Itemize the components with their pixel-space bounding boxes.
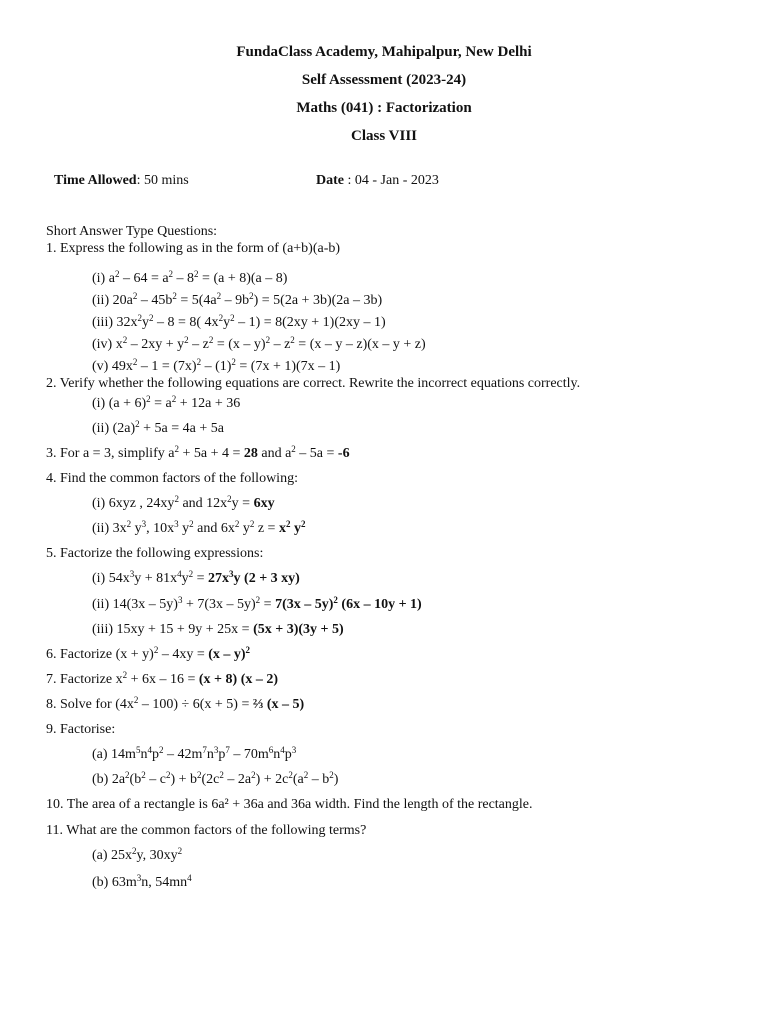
q5-answer: (5x + 3)(3y + 5) <box>253 622 344 637</box>
question-10: 10. The area of a rectangle is 6a² + 36a and 36a width. Find the length of the rectangle. <box>46 797 533 812</box>
q8-answer: ⅔ (x – 5) <box>252 697 305 712</box>
time-label: Time Allowed <box>54 173 137 188</box>
q6-answer: (x – y)$^2$ <box>208 645 251 662</box>
question-2: 2. Verify whether the following equations are correct. Rewrite the incorrect equations correctly. <box>46 376 581 391</box>
q1-item: (iv) $x^2 - 2xy + y^2 - z^2 = (x - y)^2 - z^2 = (x - y - z)(x - y + z)$ <box>92 335 426 352</box>
section-title: Short Answer Type Questions: <box>46 224 218 239</box>
q4-item: (i) 6xyz , $24xy^2$ and $12x^2y = 6xy$ <box>92 494 275 511</box>
q11-item: (a) $25x^2y$, $30xy^2$ <box>92 846 183 863</box>
date <box>316 173 439 189</box>
question-7: 7. Factorize $x^2 + 6x - 16 = (x + 8)$ (x – 2) <box>46 670 279 687</box>
question-6: 6. Factorize $(x + y)^2 - 4xy = (x - y)^2$ <box>46 645 251 662</box>
question-9: 9. Factorise: <box>46 722 116 737</box>
class-title: Class VIII <box>351 128 417 144</box>
q5-answer: 7(3x – 5y)$^2$ (6x – 10y + 1) <box>275 595 422 612</box>
question-3: 3. For a = 3, simplify $a^2 + 5a + 4 = 28$ and $a^2 - 5a = -6$ <box>46 444 350 461</box>
institute-title: FundaClass Academy, Mahipalpur, New Delhi <box>236 44 532 60</box>
question-1: 1. Express the following as in the form of (a+b)(a-b) <box>46 241 341 256</box>
time-allowed <box>54 173 189 189</box>
q5-answer: $27x^3y$ (2 + 3 xy) <box>208 569 300 586</box>
q2-item: (i) $(a + 6)^2 = a^2 + 12a + 36$ <box>92 394 241 411</box>
q3-answer-1: 28 <box>243 446 258 461</box>
q2-item: (ii) $(2a)^2 + 5a = 4a + 5a$ <box>92 419 224 436</box>
date-label: Date <box>316 173 344 188</box>
q4-item: (ii) $3x^2$ $y^3$, $10x^3$ $y^2$ and $6x^2$ $y^2$ $z = x^2$ $y^2$ <box>92 519 306 536</box>
q11-item: (b) $63m^3n$, $54mn^4$ <box>92 873 192 890</box>
question-11: 11. What are the common factors of the following terms? <box>46 823 367 838</box>
time-value: : 50 mins <box>136 173 189 188</box>
q7-answer: (x + 8) (x – 2) <box>198 672 279 687</box>
q1-item: (ii) $20a^2 - 45b^2 = 5(4a^2 - 9b^2) = 5(2a + 3b)(2a - 3b)$ <box>92 291 383 308</box>
q3-answer-2: -6 <box>337 446 350 461</box>
q1-item: (iii) $32x^2y^2 - 8 = 8$( $4x^2y^2 - 1) = 8(2xy + 1)(2xy - 1)$ <box>92 313 386 330</box>
question-5: 5. Factorize the following expressions: <box>46 546 264 561</box>
question-4: 4. Find the common factors of the following: <box>46 471 298 486</box>
q5-item: (i) $54x^3y + 81x^4y^2 = 27x^3y$ (2 + 3 xy) <box>92 569 300 586</box>
assessment-title: Self Assessment (2023-24) <box>301 72 467 88</box>
subject-title: Maths (041) : Factorization <box>296 100 472 116</box>
q4-answer: $x^2$ $y^2$ <box>278 519 306 536</box>
q9-item: (b) $2a^2(b^2 - c^2) + b^2(2c^2 - 2a^2) + 2c^2(a^2 - b^2)$ <box>92 770 339 787</box>
q4-answer: 6xy <box>253 496 275 511</box>
q1-item: (v) $49x^2 - 1 = (7x)^2 - (1)^2 = (7x + 1)(7x - 1)$ <box>92 357 341 374</box>
q5-item: (iii) 15xy + 15 + 9y + 25x = (5x + 3)(3y + 5) <box>92 622 344 637</box>
date-value: : 04 - Jan - 2023 <box>344 173 439 188</box>
q1-item: (i) $a^2 - 64 = a^2 - 8^2 = (a + 8)(a - 8)$ <box>92 269 288 286</box>
q9-item: (a) $14m^5n^4p^2 - 42m^7n^3p^7 - 70m^6n^4p^3$ <box>92 745 297 762</box>
q5-item: (ii) 14(3x – 5y)$^3$ + 7(3x – 5y)$^2$ = 7(3x – 5y)$^2$ (6x – 10y + 1) <box>92 595 422 612</box>
question-8: 8. Solve for $(4x^2 - 100) \div 6(x + 5)$ = ⅔ (x – 5) <box>46 695 305 712</box>
